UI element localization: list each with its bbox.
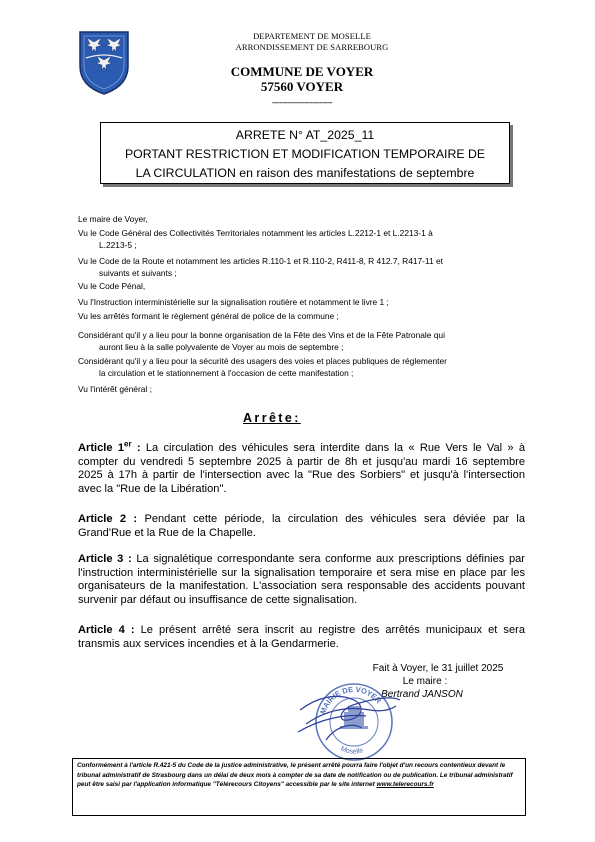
article-label: Article 2 : [78,513,138,525]
preamble-text: Vu le Code Général des Collectivités Territoriales notamment les articles L.2212-1 et L.2213-1 à [78,228,433,238]
article-text: Le présent arrêté sera inscrit au registre des arrêtés municipaux et sera transmis aux services incendies et à la Gendarmerie. [78,624,526,650]
coat-of-arms-icon [78,30,130,96]
preamble-text: Vu le Code Pénal, [78,281,146,291]
preamble-line [78,256,526,279]
article-4 [78,624,525,651]
commune-name: COMMUNE DE VOYER [230,64,374,79]
legal-notice-text [77,761,521,790]
decree-number: ARRETE N° AT_2025_11 [235,128,375,142]
article-text: Pendant cette période, la circulation des véhicules sera déviée par la Grand'Rue et la Rue de la Chapelle. [78,513,526,539]
preamble-text-continued: suivants et suivants ; [99,267,177,278]
preamble-text-continued: L.2213-5 ; [99,239,137,250]
preamble-line [78,281,526,293]
preamble-text: Considérant qu'il y a lieu pour la sécurité des usagers des voies et places publiques de réglementer [78,356,447,366]
preamble-text: Vu les arrêtés formant le règlement général de police de la commune ; [78,311,339,321]
article-label: Article 4 : [78,624,135,636]
preamble-line [78,228,526,251]
preamble-text: Vu l'intérêt général ; [78,384,152,394]
stamp-top-text: MAIRIE DE VOYER [318,684,384,716]
commune-postcode: 57560 VOYER [260,79,344,94]
decree-subject-rest: en raison des manifestations de septembre [235,166,475,180]
preamble-text-continued: la circulation et le stationnement à l'occasion de cette manifestation ; [99,367,354,378]
preamble-line [78,311,526,323]
decree-subject-line-1: PORTANT RESTRICTION ET MODIFICATION TEMPORAIRE DE [124,147,486,161]
article-3 [78,553,525,608]
legal-notice-box [72,758,526,816]
article-text: La circulation des véhicules sera interdite dans la « Rue Vers le Val » à compter du vendredi 5 septembre 2025 à partir de 8h et jusqu'au mardi 16 septembre 2025 à 17h à partir de l'intersection avec la "Rue des Sorbiers" et jusqu'à l'intersection avec la "Rue de la Libération". [78,442,526,496]
preamble-line [78,330,526,353]
decree-subject-line-2 [101,166,509,180]
article-1 [78,439,526,497]
svg-text:Moselle [339,745,364,755]
preamble-text: Le maire de Voyer, [78,214,148,224]
stamp-bottom-text: Moselle [339,745,365,756]
legal-notice-body: Conformément à l'article R.421-5 du Code de la justice administrative, le présent arrêté pourra faire l'objet d'un recours contentieux devant le tribunal administratif de Strasbourg dans un délai de deux mois à compter de sa date de notification ou de publication. Le tribunal administratif peut être saisi par l'application informatique "Télérecours Citoyens" accessible par le site internet [77,762,513,789]
department-line: DEPARTEMENT DE MOSELLE [253,31,371,41]
decree-heading: Arrête: [243,411,301,425]
signature-name: Bertrand JANSON [381,689,463,700]
decree-subject-caps: LA CIRCULATION [135,166,236,180]
telerecours-link[interactable]: www.telerecours.fr [376,781,434,789]
decree-title-box [100,122,510,184]
town-hall-stamp [296,670,406,772]
preamble-text: Vu l'Instruction interministérielle sur la signalisation routière et notamment le livre 1 ; [78,297,389,307]
signature-place-date: Fait à Voyer, le 31 juillet 2025 [372,663,504,674]
preamble-line [78,297,526,309]
preamble-line [78,356,526,379]
preamble-text: Vu le Code de la Route et notamment les articles R.110-1 et R.110-2, R411-8, R 412.7, R417-11 et [78,256,443,266]
preamble-line [78,384,526,396]
preamble-text: Considérant qu'il y a lieu pour la bonne organisation de la Fête des Vins et de la Fête Patronale qui [78,330,445,340]
article-2 [78,513,525,540]
signature-role: Le maire : [402,676,448,687]
article-label: Article 3 : [78,553,132,565]
preamble-text-continued: auront lieu à la salle polyvalente de Voyer au mois de septembre ; [99,341,344,352]
header-separator: ------------------------ [272,97,332,107]
preamble-line [78,214,526,226]
arrondissement-line: ARRONDISSEMENT DE SARREBOURG [235,42,389,52]
article-text: La signalétique correspondante sera conforme aux prescriptions définies par l'instruction interministérielle sur la signalisation temporaire et sera mise en place par les organisateurs de la manifestation. L'association sera responsable des accidents pouvant survenir par défaut ou insuffisance de cette signalisation. [78,553,525,607]
article-label: Article 1er : [78,439,141,454]
